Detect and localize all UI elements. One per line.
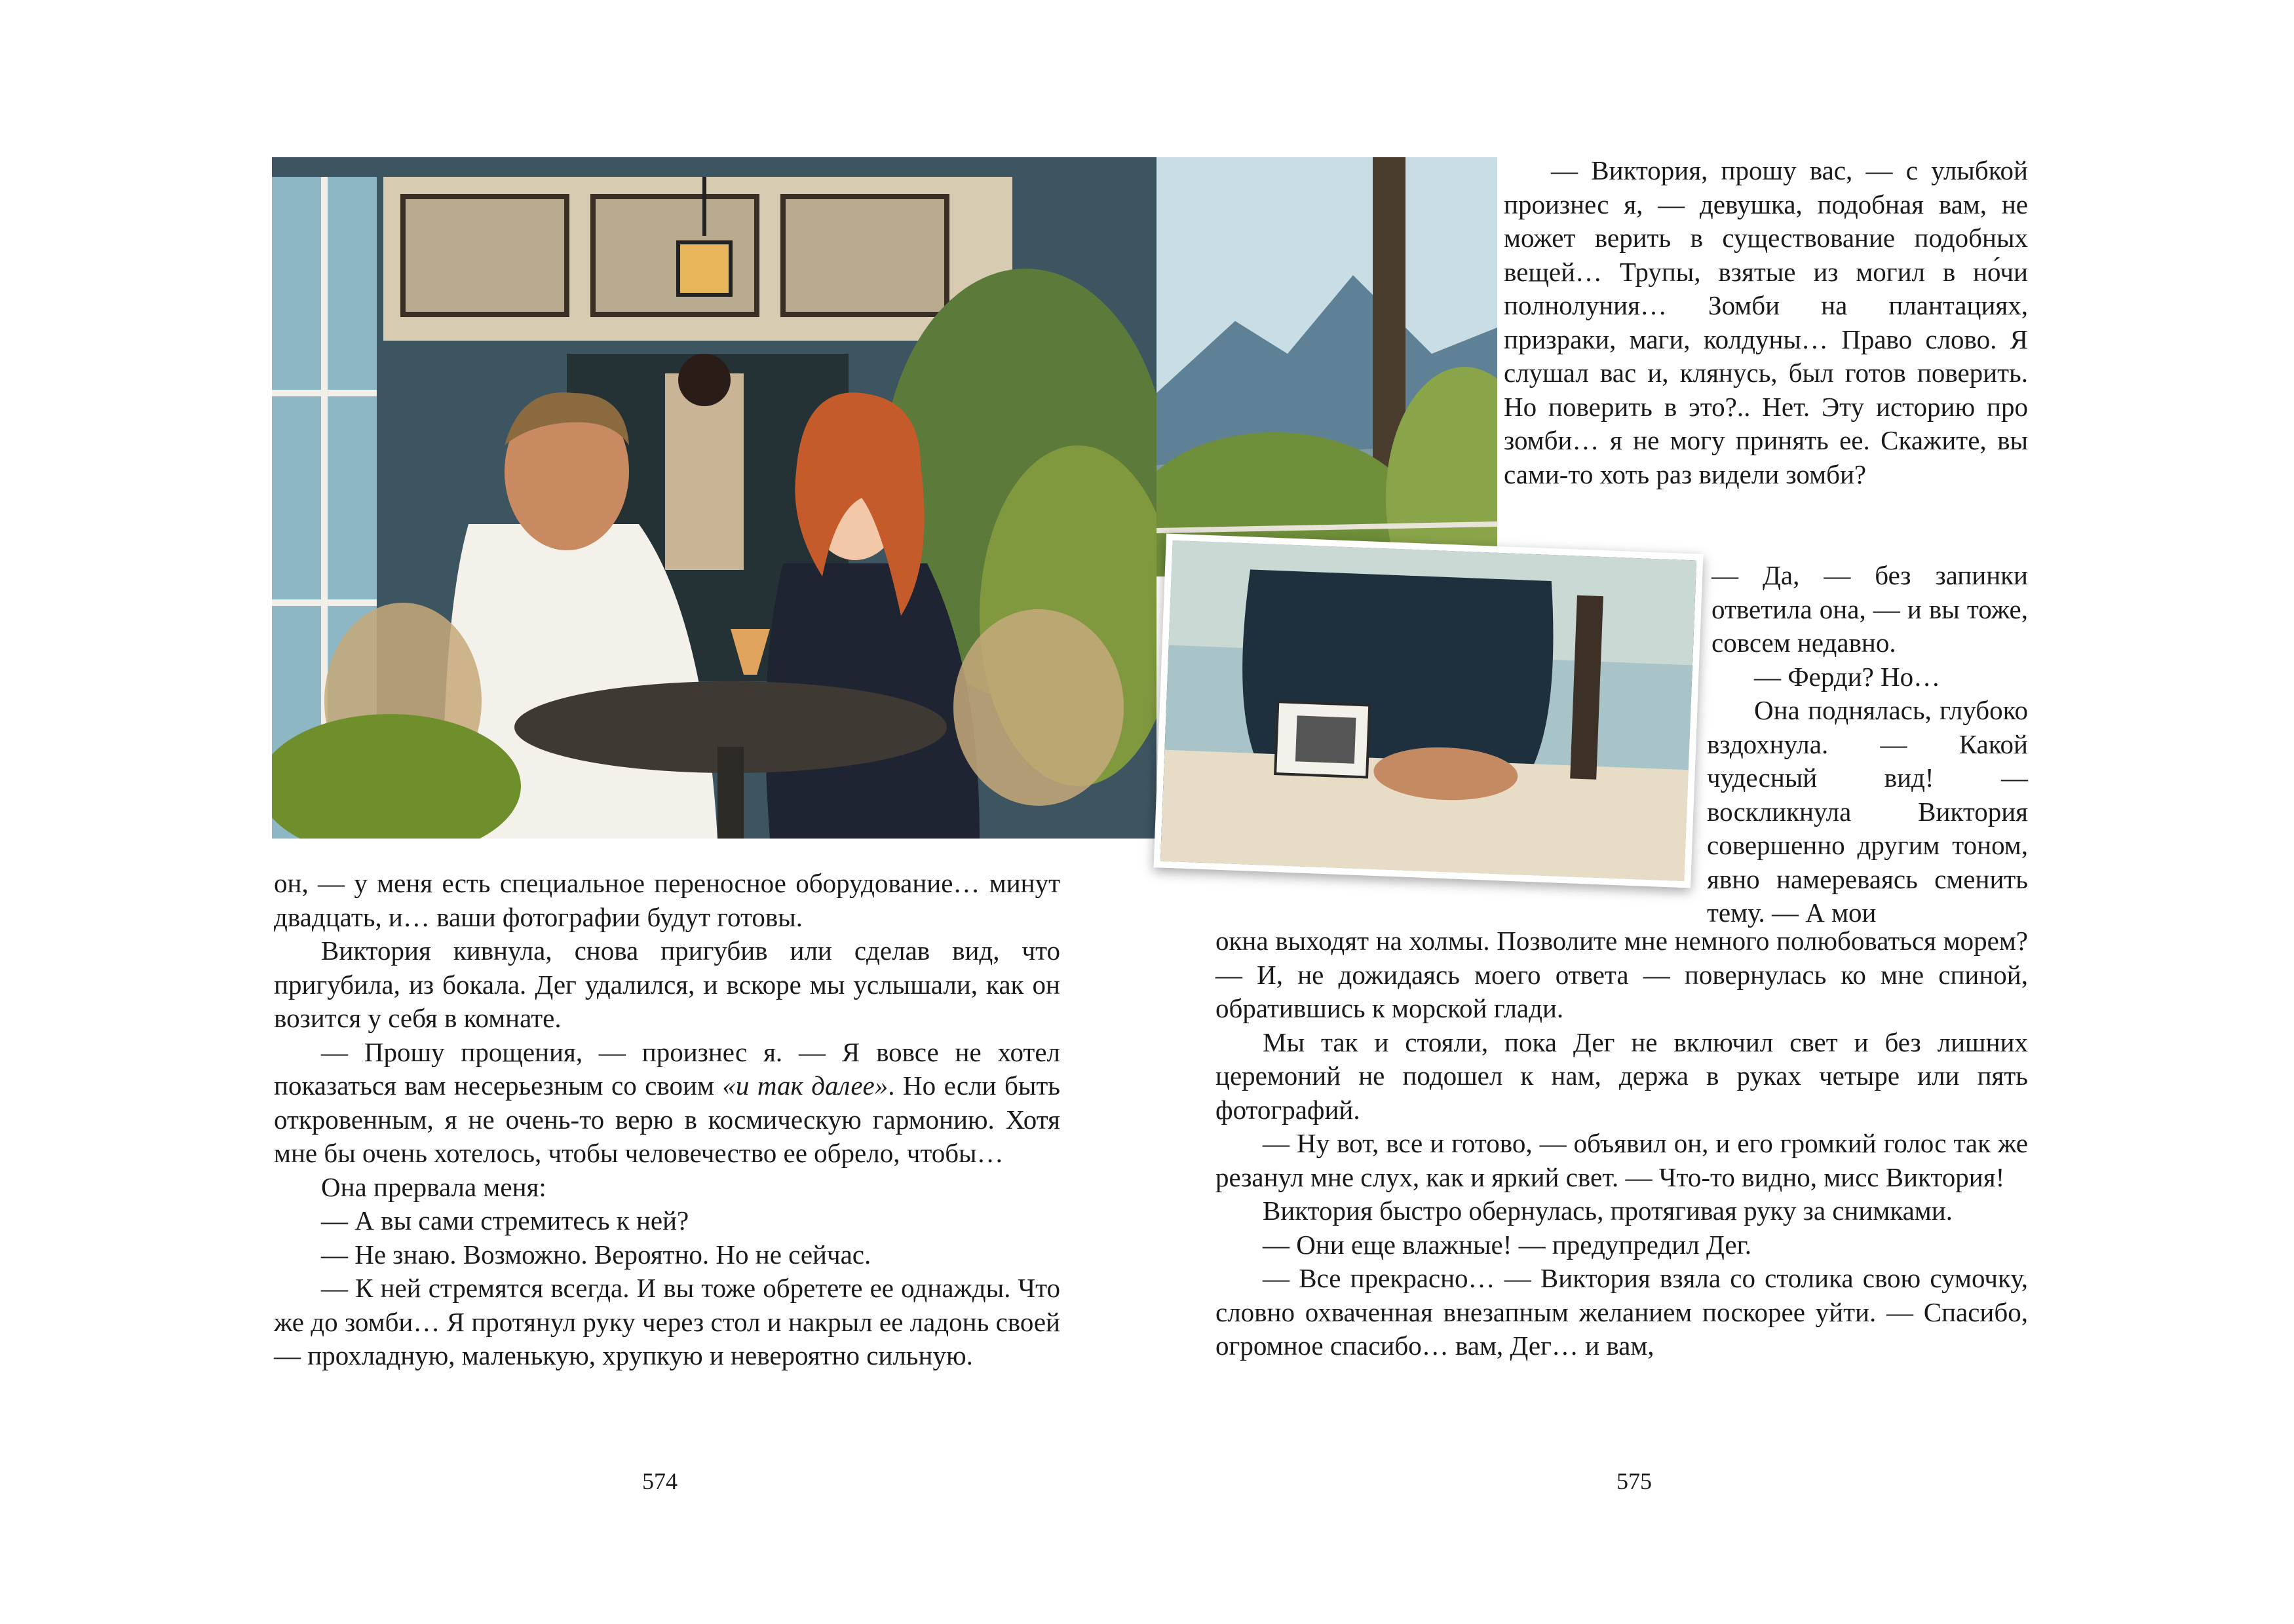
cafe-scene-icon (272, 157, 1157, 839)
paragraph: Виктория быстро обернулась, протягивая руку за снимками. (1263, 1196, 1953, 1226)
right-page-bottom-text (1215, 924, 2028, 1363)
paragraph: — А вы сами стремитесь к ней? (321, 1205, 689, 1236)
paragraph: Мы так и стояли, пока Дег не включил свет и без лишних церемоний не подошел к нам, держа в руках четыре или пять фотографий. (1215, 1027, 2028, 1125)
paragraph: — Ферди? Но… (1754, 661, 1941, 692)
paragraph: — К ней стремятся всегда. И вы тоже обретете ее однажды. Что же до зомби… Я протянул руку через стол и накрыл ее ладонь своей — прохладную, маленькую, хрупкую и невероятно сильную. (274, 1273, 1060, 1370)
paragraph: он, — у меня есть специальное переносное оборудование… минут двадцать, и… ваши фотографии будут готовы. (274, 868, 1060, 932)
paragraph: Она поднялась, глубоко вздохнула. — Какой чудесный вид! — воскликнула Виктория совершенно другим тоном, явно намереваясь сменить тему. — А мои (1707, 695, 2028, 928)
paragraph-text: . Но если быть откровенным, я не очень-то верю в космическую гармонию. Хотя мне бы очень хотелось, чтобы человечество ее обрело, чтобы… (274, 1070, 1060, 1168)
page-number-right: 575 (1616, 1468, 1652, 1494)
paragraph: — Виктория, прошу вас, — с улыбкой произнес я, — девушка, подобная вам, не может верить в существование подобных вещей… Трупы, взятые из могил в но́чи полнолуния… Зомби на плантациях, призраки, маги, колдуны… Право слово. Я слушал вас и, клянусь, был готов поверить. Но поверить в это?.. Нет. Эту историю про зомби… я не могу принять ее. Скажите, вы сами-то хоть раз видели зомби? (1504, 155, 2028, 489)
paragraph: Она прервала меня: (321, 1171, 546, 1202)
paragraph: — Ну вот, все и готово, — объявил он, и его громкий голос так же резанул мне слух, как и яркий свет. — Что-то видно, мисс Виктория! (1215, 1128, 2028, 1192)
right-page-narrow-text (1215, 559, 2028, 930)
italic-phrase: «и так далее» (722, 1070, 889, 1101)
paragraph-text: — Прошу прощения, — произнес я. — Я вовсе не хотел показаться вам несерьезным со своим (274, 1036, 1060, 1101)
cafe-illustration (272, 157, 1157, 839)
right-page-top-text (1215, 154, 2028, 491)
paragraph: Виктория кивнула, снова пригубив или сделав вид, что пригубила, из бокала. Дег удалился, и вскоре мы услышали, как он возится у себя в комнате. (274, 935, 1060, 1033)
paragraph (274, 1036, 1060, 1171)
paragraph: — Все прекрасно… — Виктория взяла со столика свою сумочку, словно охваченная внезапным желанием поскорее уйти. — Спасибо, огромное спасибо… вам, Дег… и вам, (1215, 1263, 2028, 1361)
paragraph: — Да, — без запинки ответила она, — и вы тоже, совсем недавно. (1711, 560, 2028, 658)
page-number-left: 574 (642, 1468, 678, 1494)
paragraph: — Они еще влажные! — предупредил Дег. (1263, 1229, 1752, 1260)
paragraph: окна выходят на холмы. Позволите мне немного полюбоваться морем? — И, не дожидаясь моего ответа — повернулась ко мне спиной, обратившись к морской глади. (1215, 926, 2028, 1023)
paragraph: — Не знаю. Возможно. Вероятно. Но не сейчас. (321, 1239, 871, 1270)
left-page-text (274, 867, 1060, 1373)
